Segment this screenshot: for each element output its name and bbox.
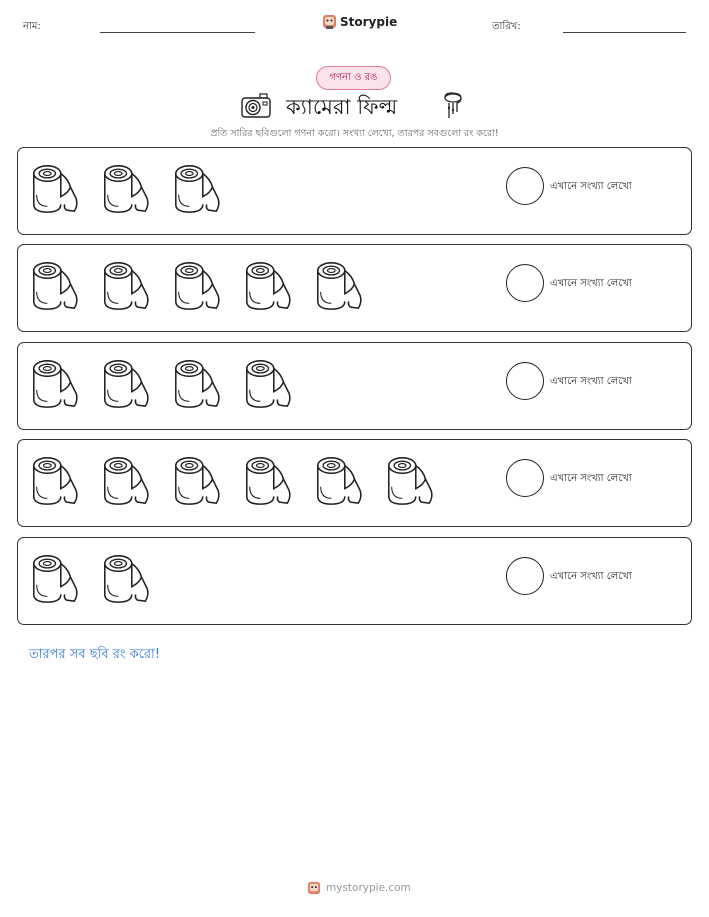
answer-circle[interactable] [506,459,544,497]
site-footer [307,880,411,896]
row-items [28,550,153,610]
answer-label: এখানে সংখ্যা লেখো [550,181,632,192]
counting-row-2 [17,244,692,332]
film-roll-icon [312,452,366,512]
film-roll-icon [28,257,82,317]
answer-label: এখানে সংখ্যা লেখো [550,571,632,582]
answer-circle[interactable] [506,557,544,595]
row-items [28,452,437,512]
film-roll-icon [241,452,295,512]
answer-label: এখানে সংখ্যা লেখো [550,473,632,484]
film-roll-icon [170,160,224,220]
film-roll-icon [170,452,224,512]
film-roll-icon [99,355,153,415]
answer-label: এখানে সংখ্যা লেখো [550,278,632,289]
film-roll-icon [170,257,224,317]
film-roll-icon [28,355,82,415]
storypie-mascot-icon [307,880,321,896]
brand-name: Storypie [340,14,398,29]
film-roll-icon [170,355,224,415]
storypie-mascot-icon [322,13,337,30]
film-strip-icon [441,90,465,122]
answer-circle[interactable] [506,264,544,302]
row-items [28,355,295,415]
page-title: ক্যামেরা ফিল্ম [286,95,398,119]
answer-circle[interactable] [506,362,544,400]
color-instruction: তারপর সব ছবি রং করো! [29,647,161,662]
counting-row-3 [17,342,692,430]
film-roll-icon [28,160,82,220]
answer-label: এখানে সংখ্যা লেখো [550,376,632,387]
date-label: তারিখ: [492,21,521,32]
counting-row-1 [17,147,692,235]
film-roll-icon [241,355,295,415]
film-roll-icon [99,452,153,512]
row-items [28,160,224,220]
counting-row-4 [17,439,692,527]
name-label: নাম: [23,21,41,32]
film-roll-icon [28,550,82,610]
film-roll-icon [99,257,153,317]
film-roll-icon [99,550,153,610]
site-url: mystorypie.com [326,882,411,894]
row-items [28,257,366,317]
name-line[interactable] [100,32,255,33]
counting-row-5 [17,537,692,625]
film-roll-icon [99,160,153,220]
film-roll-icon [28,452,82,512]
answer-circle[interactable] [506,167,544,205]
film-roll-icon [312,257,366,317]
instructions-text: প্রতি সারির ছবিগুলো গণনা করো। সংখ্যা লেখো, তারপর সবগুলো রং করো! [210,128,499,139]
film-roll-icon [383,452,437,512]
date-line[interactable] [563,32,686,33]
film-roll-icon [241,257,295,317]
camera-icon [240,92,272,120]
category-badge: গণনা ও রঙ [316,66,391,90]
brand-logo [322,13,397,30]
